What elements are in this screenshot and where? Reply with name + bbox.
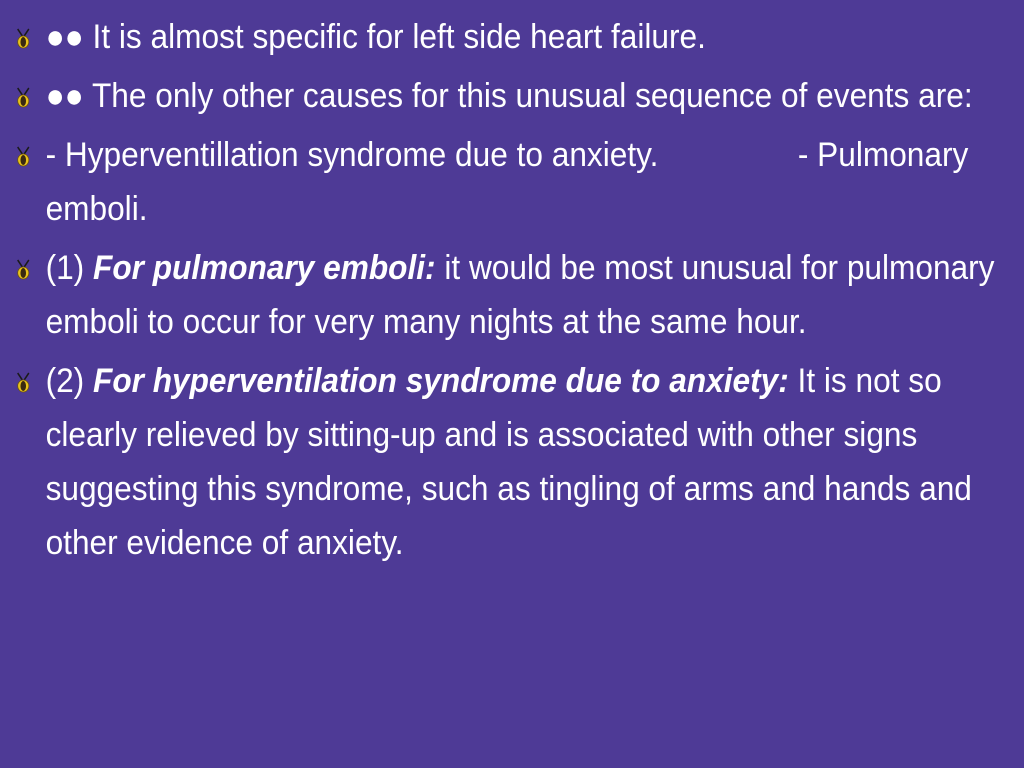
bullet-prefix: (1) (45, 249, 93, 287)
bee-bullet-icon (13, 27, 33, 49)
bee-bullet-icon (13, 371, 33, 393)
bullet-item-2 (0, 69, 1024, 123)
bee-bullet-icon (13, 86, 33, 108)
bullet-emphasis: For pulmonary emboli: (93, 249, 436, 287)
bee-bullet-icon (13, 145, 33, 167)
bullet-item-4 (0, 241, 1024, 349)
bullet-emphasis: For hyperventilation syndrome due to anxiety: (93, 362, 789, 400)
bee-bullet-icon (13, 258, 33, 280)
bullet-text-part2: - Pulmonary emboli. (45, 136, 969, 228)
bullet-item-3 (0, 128, 1024, 236)
bullet-prefix: (2) (45, 362, 93, 400)
bullet-text: ●● The only other causes for this unusual sequence of events are: (45, 77, 973, 115)
bullet-text: it would be most unusual for pulmonary emboli to occur for very many nights at the same hour. (45, 249, 995, 341)
bullet-item-1 (0, 10, 1024, 64)
bullet-list (0, 10, 1000, 575)
bullet-text-part1: - Hyperventillation syndrome due to anxiety. (45, 136, 659, 174)
bullet-text: It is not so clearly relieved by sitting-up and is associated with other signs suggesting this syndrome, such as tingling of arms and hands and other evidence of anxiety. (45, 362, 972, 562)
bullet-item-5 (0, 354, 1024, 570)
bullet-text: ●● It is almost specific for left side heart failure. (45, 18, 706, 56)
